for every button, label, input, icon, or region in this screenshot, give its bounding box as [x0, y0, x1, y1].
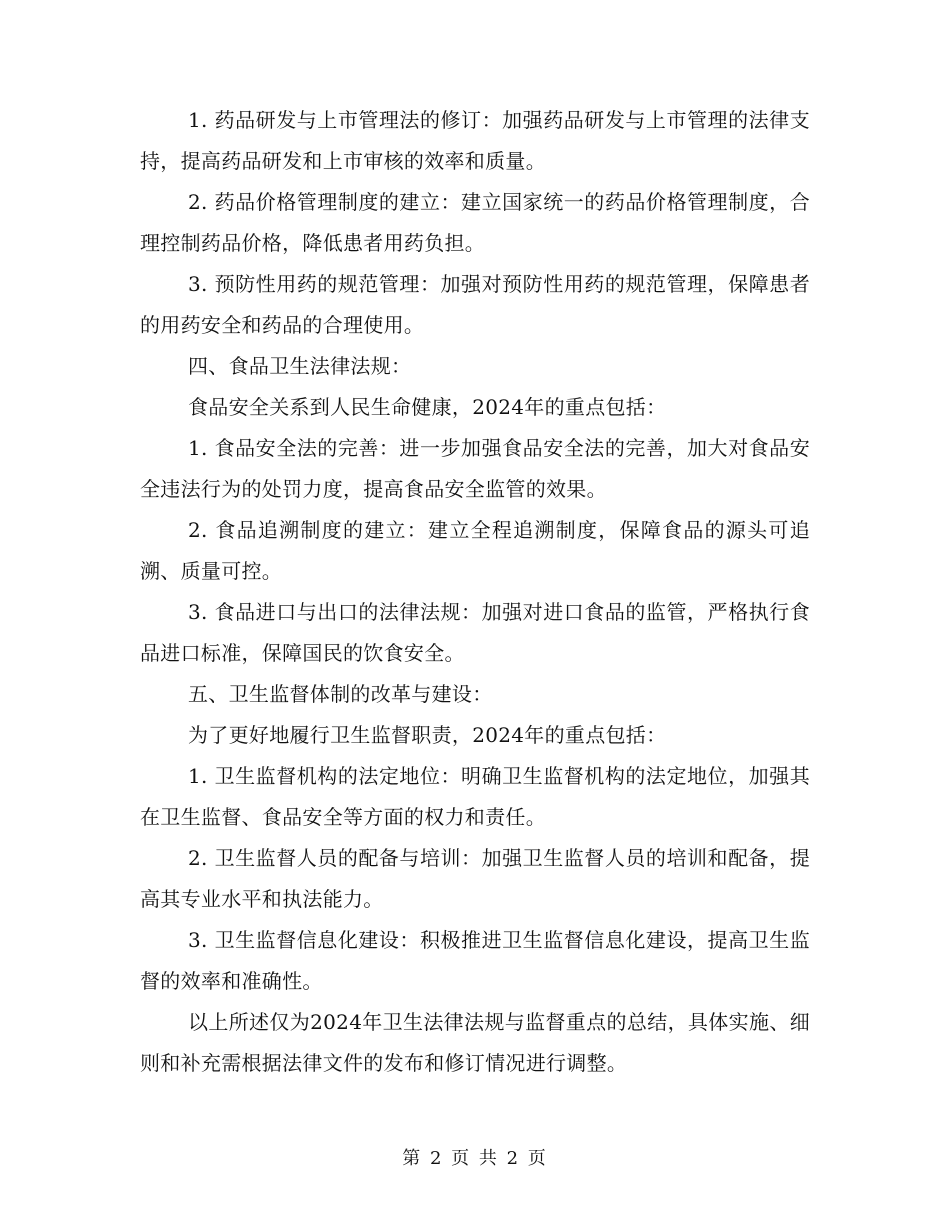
list-item-food-import-export: 3. 食品进口与出口的法律法规：加强对进口食品的监管，严格执行食品进口标准，保障国民的饮食安全。 [140, 600, 810, 665]
section-heading-supervision-reform: 五、卫生监督体制的改革与建设： [188, 682, 493, 706]
section-intro-food-safety: 食品安全关系到人民生命健康，2024年的重点包括： [188, 395, 667, 419]
list-item-supervision-agency-status: 1. 卫生监督机构的法定地位：明确卫生监督机构的法定地位，加强其在卫生监督、食品安全等方面的权力和责任。 [140, 764, 810, 829]
list-item-preventive-medication: 3. 预防性用药的规范管理：加强对预防性用药的规范管理，保障患者的用药安全和药品的合理使用。 [140, 272, 810, 337]
document-body [140, 100, 810, 1084]
section-heading-food-hygiene: 四、食品卫生法律法规： [188, 354, 412, 378]
closing-paragraph: 以上所述仅为2024年卫生法律法规与监督重点的总结，具体实施、细则和补充需根据法律文件的发布和修订情况进行调整。 [140, 1010, 810, 1075]
list-item-supervision-informatization: 3. 卫生监督信息化建设：积极推进卫生监督信息化建设，提高卫生监督的效率和准确性。 [140, 928, 810, 993]
list-item-supervision-staff-training: 2. 卫生监督人员的配备与培训：加强卫生监督人员的培训和配备，提高其专业水平和执法能力。 [140, 846, 810, 911]
section-intro-supervision: 为了更好地履行卫生监督职责，2024年的重点包括： [188, 723, 667, 747]
list-item-drug-rd-law: 1. 药品研发与上市管理法的修订：加强药品研发与上市管理的法律支持，提高药品研发和上市审核的效率和质量。 [140, 108, 810, 173]
page-footer: 第 2 页 共 2 页 [402, 1148, 548, 1169]
list-item-food-safety-law: 1. 食品安全法的完善：进一步加强食品安全法的完善，加大对食品安全违法行为的处罚力度，提高食品安全监管的效果。 [140, 436, 810, 501]
list-item-food-traceability: 2. 食品追溯制度的建立：建立全程追溯制度，保障食品的源头可追溯、质量可控。 [140, 518, 810, 583]
list-item-drug-price-system: 2. 药品价格管理制度的建立：建立国家统一的药品价格管理制度，合理控制药品价格，降低患者用药负担。 [140, 190, 810, 255]
